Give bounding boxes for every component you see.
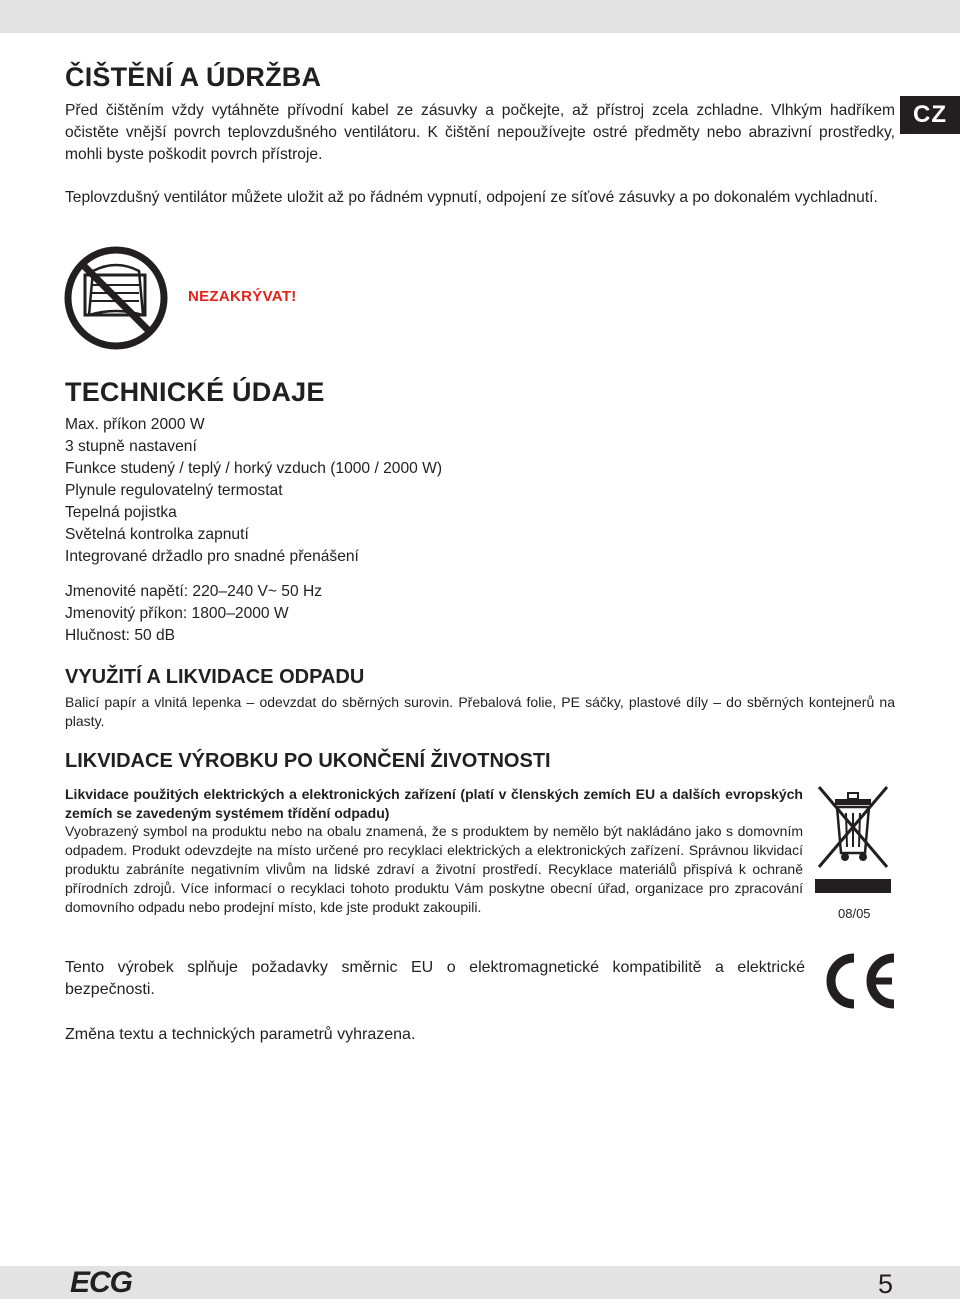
tech-ratings-list [65,581,322,647]
disposal-text: Vyobrazený symbol na produktu nebo na obalu znamená, že s produktem by nemělo být nakládáno jako s domovním odpadem. Produkt odevzdejte na místo určené pro recyklaci elektrických a elektronických zařízení. Správnou likvidací produktu zabráníte negativním vlivům na lidské zdraví a životní prostředí. Recyklace materiálů přispívá k ochraně přírodních zdrojů. Více informací o recyklaci tohoto produktu Vám poskytne obecní úřad, organizace pro zpracování domovního odpadu nebo prodejní místo, kde jste produkt zakoupili. [65,823,803,915]
do-not-cover-icon [63,245,169,351]
list-item: Tepelná pojistka [65,504,177,521]
cleaning-paragraph-2: Teplovzdušný ventilátor můžete uložit až po řádném vypnutí, odpojení ze síťové zásuvky a po dokonalém vychladnutí. [65,189,878,206]
weee-date: 08/05 [838,906,871,921]
list-item: Světelná kontrolka zapnutí [65,526,249,543]
brand-logo: ECG [70,1266,133,1299]
list-item: Jmenovitý příkon: 1800–2000 W [65,605,289,622]
warning-label: NEZAKRÝVAT! [188,288,297,305]
list-item: Max. příkon 2000 W [65,416,205,433]
waste-text: Balicí papír a vlnitá lepenka – odevzdat do sběrných surovin. Přebalová folie, PE sáčky, plastové díly – do sběrných kontejnerů na plasty. [65,694,895,729]
language-tab: CZ [900,96,960,134]
list-item: Funkce studený / teplý / horký vzduch (1000 / 2000 W) [65,460,443,477]
list-item: Plynule regulovatelný termostat [65,482,283,499]
list-item: Integrované držadlo pro snadné přenášení [65,548,359,565]
bottom-bar [0,1266,960,1299]
note-text: Změna textu a technických parametrů vyhrazena. [65,1026,416,1043]
list-item: Hlučnost: 50 dB [65,627,176,644]
tech-feature-list [65,414,442,568]
cleaning-heading: ČIŠTĚNÍ A ÚDRŽBA [65,62,322,92]
list-item: Jmenovité napětí: 220–240 V~ 50 Hz [65,583,323,600]
top-bar [0,0,960,33]
crossed-out-wheelie-bin-icon [815,783,891,893]
cleaning-paragraph-1: Před čištěním vždy vytáhněte přívodní kabel ze zásuvky a počkejte, až přístroj zcela zchladne. Vlhkým hadříkem očistěte vnější povrch teplovzdušného ventilátoru. K čištění nepoužívejte ostré předměty nebo abrazivní prostředky, mohli byste poškodit povrch přístroje. [65,102,895,163]
disposal-intro: Likvidace použitých elektrických a elektronických zařízení (platí v členských zemích EU a dalších evropských zemích se zavedeným systémem třídění odpadu) [65,786,803,821]
ce-mark-icon [820,950,898,1012]
waste-heading: VYUŽITÍ A LIKVIDACE ODPADU [65,666,365,688]
list-item: 3 stupně nastavení [65,438,197,455]
disposal-heading: LIKVIDACE VÝROBKU PO UKONČENÍ ŽIVOTNOSTI [65,750,551,772]
tech-heading: TECHNICKÉ ÚDAJE [65,377,325,407]
page-number: 5 [878,1269,894,1299]
compliance-text: Tento výrobek splňuje požadavky směrnic EU o elektromagnetické kompatibilitě a elektrické bezpečnosti. [65,959,805,998]
